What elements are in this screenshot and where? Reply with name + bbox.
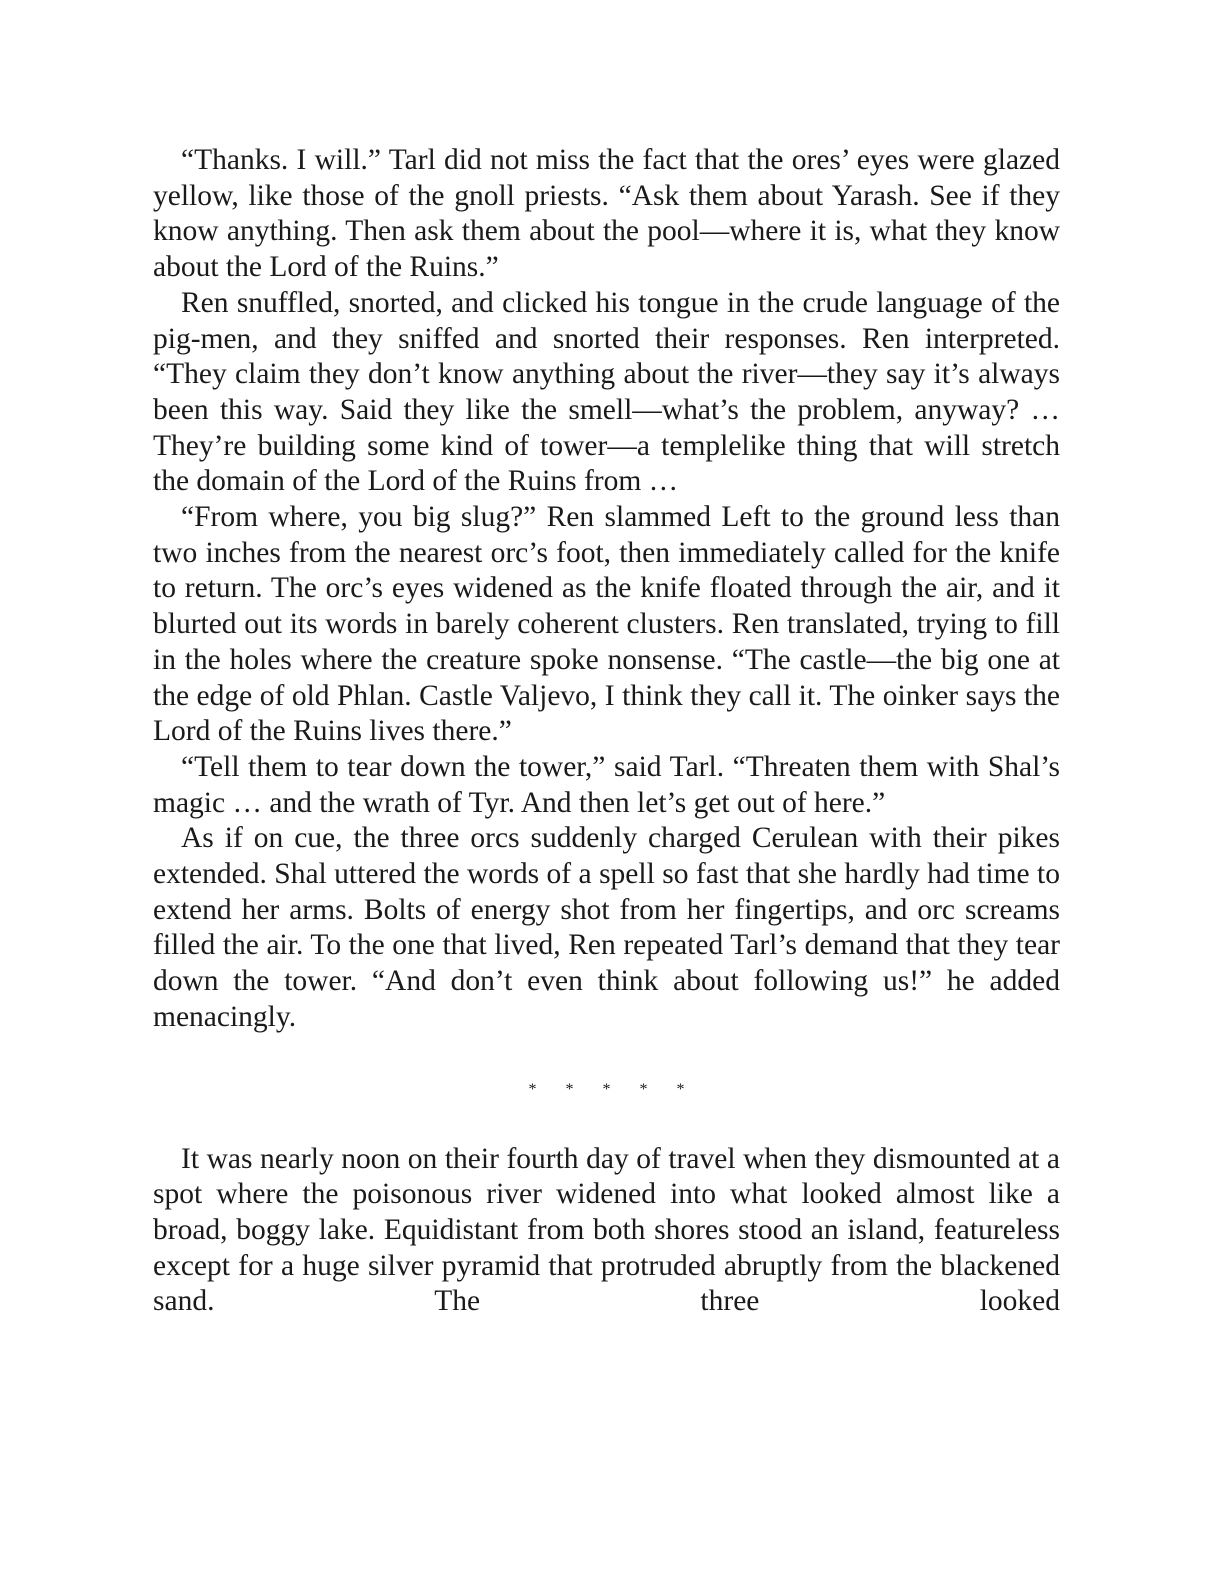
- paragraph-last: It was nearly noon on their fourth day of travel when they dismounted at a spot where the poisonous river widened into what looked almost like a broad, boggy lake. Equidistant from both shores stood an island, featureless except for a huge silver pyramid that protruded abruptly from the blackened sand. The three looked: [153, 1142, 1060, 1318]
- paragraph: Ren snuffled, snorted, and clicked his tongue in the crude language of the pig-men, and they sniffed and snorted their responses. Ren interpreted. “They claim they don’t know anything about the river—they say it’s always been this way. Said they like the smell—what’s the problem, anyway? … They’re building some kind of tower—a templelike thing that will stretch the domain of the Lord of the Ruins from …: [153, 286, 1060, 498]
- page-body: [153, 143, 1060, 1320]
- asterisk-icon: *: [528, 1080, 537, 1098]
- scene-break-divider: [153, 1072, 1060, 1108]
- paragraph: “Thanks. I will.” Tarl did not miss the fact that the ores’ eyes were glazed yellow, like those of the gnoll priests. “Ask them about Yarash. See if they know anything. Then ask them about the pool—where it is, what they know about the Lord of the Ruins.”: [153, 144, 1060, 284]
- asterisk-icon: *: [639, 1080, 648, 1098]
- asterisk-icon: *: [676, 1080, 685, 1098]
- paragraph: As if on cue, the three orcs suddenly charged Cerulean with their pikes extended. Shal uttered the words of a spell so fast that she hardly had time to extend her arms. Bolts of energy shot from her fingertips, and orc screams filled the air. To the one that lived, Ren repeated Tarl’s demand that they tear down the tower. “And don’t even think about following us!” he added menacingly.: [153, 822, 1060, 1033]
- asterisk-icon: *: [565, 1080, 574, 1098]
- section-2: [153, 1142, 1060, 1321]
- asterisk-icon: *: [602, 1080, 611, 1098]
- paragraph: “Tell them to tear down the tower,” said Tarl. “Threaten them with Shal’s magic … and the wrath of Tyr. And then let’s get out of here.”: [153, 750, 1060, 819]
- paragraph: “From where, you big slug?” Ren slammed Left to the ground less than two inches from the nearest orc’s foot, then immediately called for the knife to return. The orc’s eyes widened as the knife floated through the air, and it blurted out its words in barely coherent clusters. Ren translated, trying to fill in the holes where the creature spoke nonsense. “The castle—the big one at the edge of old Phlan. Castle Valjevo, I think they call it. The oinker says the Lord of the Ruins lives there.”: [153, 501, 1060, 748]
- section-1: [153, 143, 1060, 1036]
